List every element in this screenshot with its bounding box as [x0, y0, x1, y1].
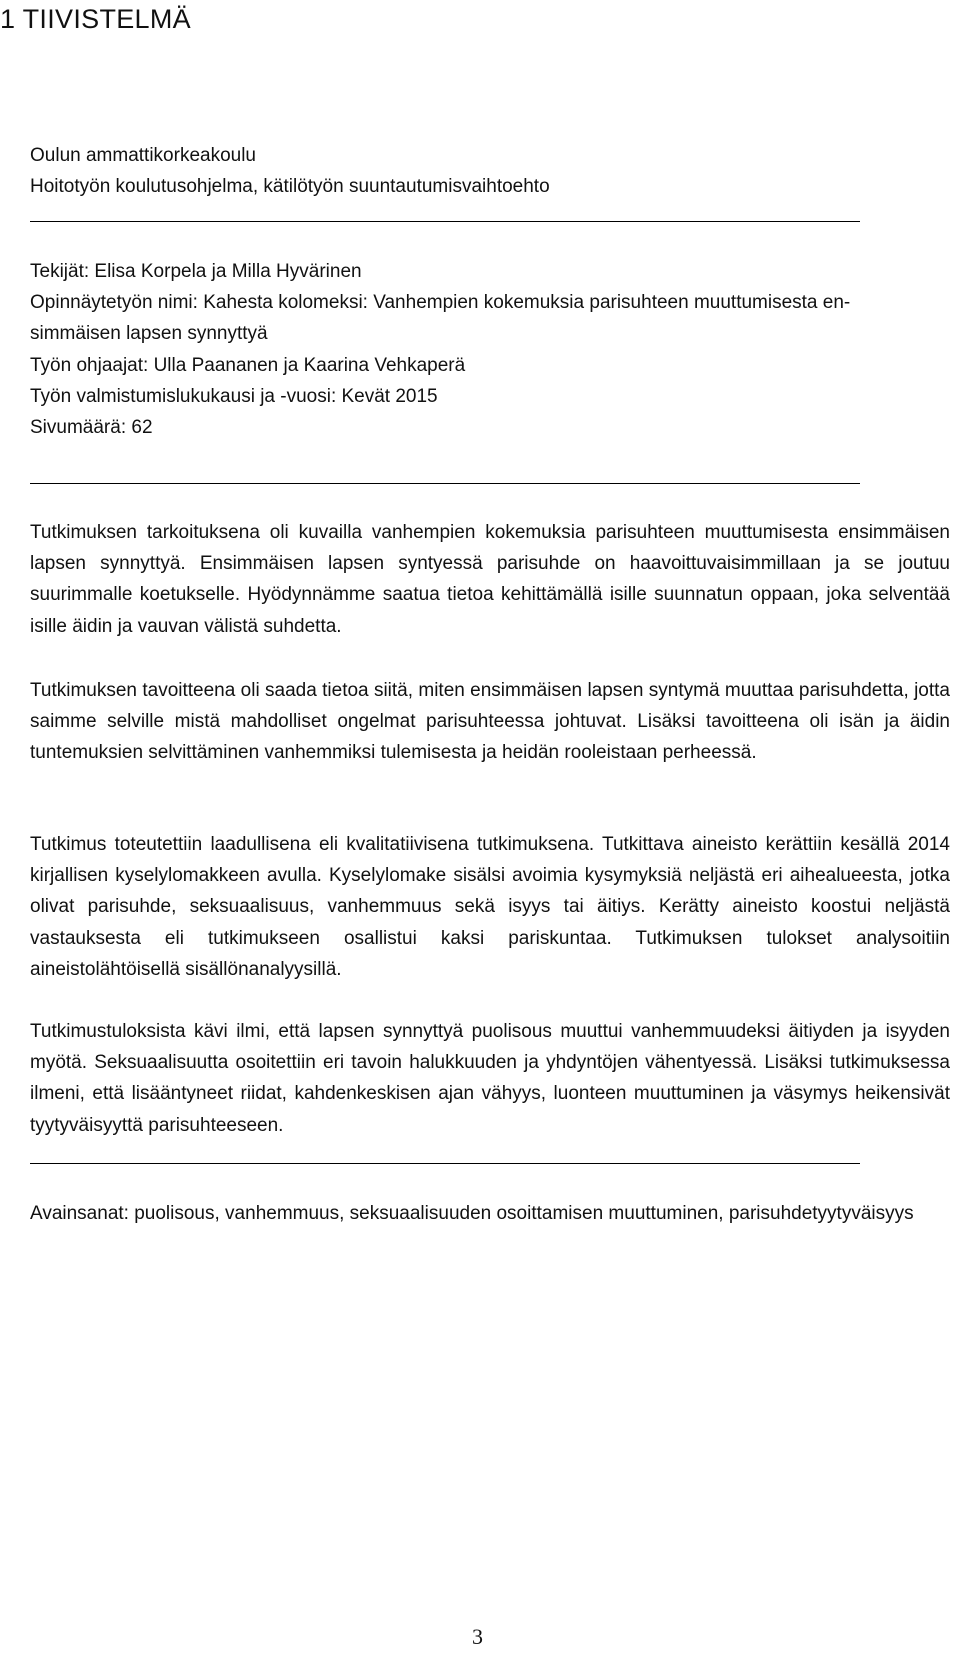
abstract-paragraph-1-block: [30, 517, 950, 642]
separator-rule-2: [30, 483, 860, 484]
abstract-paragraph-2-block: [30, 675, 950, 769]
section-heading: 1 TIIVISTELMÄ: [0, 4, 191, 34]
separator-rule-3: [30, 1163, 860, 1164]
page-number: 3: [472, 1624, 483, 1649]
completion-line: Työn valmistumislukukausi ja -vuosi: Kevät 2015: [30, 385, 438, 407]
keywords-block: [30, 1198, 950, 1229]
keywords-line: Avainsanat: puolisous, vanhemmuus, seksuaalisuuden osoittamisen muuttuminen, parisuhdetyytyväisyys: [30, 1203, 914, 1224]
degree-programme: Hoitotyön koulutusohjelma, kätilötyön suuntautumisvaihtoehto: [30, 176, 550, 198]
page-count-line: Sivumäärä: 62: [30, 417, 153, 439]
separator-rule-1: [30, 221, 860, 222]
thesis-title-line-2: simmäisen lapsen synnyttyä: [30, 323, 268, 345]
school-name: Oulun ammattikorkeakoulu: [30, 145, 256, 166]
abstract-paragraph-2: Tutkimuksen tavoitteena oli saada tietoa siitä, miten ensimmäisen lapsen syntymä muuttaa parisuhdetta, jotta saimme selville mistä mahdolliset ongelmat parisuhteessa johtuvat. Lisäksi tavoitteena oli isän ja äidin tuntemuksien selvittäminen vanhemmiksi tulemisesta ja heidän rooleistaan perheessä.: [30, 680, 950, 764]
abstract-paragraph-4-block: [30, 1016, 950, 1141]
institution-block: [30, 140, 950, 202]
abstract-paragraph-3: Tutkimus toteutettiin laadullisena eli kvalitatiivisena tutkimuksena. Tutkittava aineisto kerättiin kesällä 2014 kirjallisen kyselylomakkeen avulla. Kyselylomake sisälsi avoimia kysymyksiä neljästä eri aihealueesta, jotka olivat parisuhde, seksuaalisuus, vanhemmuus sekä isyys tai äitiys. Kerätty aineisto koostui neljästä vastauksesta eli tutkimukseen osallistui kaksi pariskuntaa. Tutkimuksen tulokset analysoitiin aineistolähtöisellä sisällönanalyysillä.: [30, 834, 950, 980]
abstract-paragraph-1: Tutkimuksen tarkoituksena oli kuvailla vanhempien kokemuksia parisuhteen muuttumisesta ensimmäisen lapsen synnyttyä. Ensimmäisen lapsen syntyessä parisuhde on haavoittuvaisimmillaan ja se joutuu suurimmalle koetukselle. Hyödynnämme saatua tietoa kehittämällä isille suunnatun oppaan, joka selventää isille äidin ja vauvan välistä suhdetta.: [30, 522, 950, 637]
thesis-info-block: [30, 256, 950, 443]
supervisors-line: Työn ohjaajat: Ulla Paananen ja Kaarina Vehkaperä: [30, 354, 466, 376]
authors-line: Tekijät: Elisa Korpela ja Milla Hyvärinen: [30, 261, 362, 282]
abstract-paragraph-4: Tutkimustuloksista kävi ilmi, että lapsen synnyttyä puolisous muuttui vanhemmuudeksi äitiyden ja isyyden myötä. Seksuaalisuutta osoitettiin eri tavoin halukkuuden ja yhdyntöjen vähentyessä. Lisäksi tutkimuksessa ilmeni, että lisääntyneet riidat, kahdenkeskisen ajan vähyys, luonteen muuttuminen ja väsymys heikensivät tyytyväisyyttä parisuhteeseen.: [30, 1021, 950, 1136]
abstract-paragraph-3-block: [30, 829, 950, 985]
thesis-title-line-1: Opinnäytetyön nimi: Kahesta kolomeksi: Vanhempien kokemuksia parisuhteen muuttumisesta en-: [30, 292, 851, 314]
